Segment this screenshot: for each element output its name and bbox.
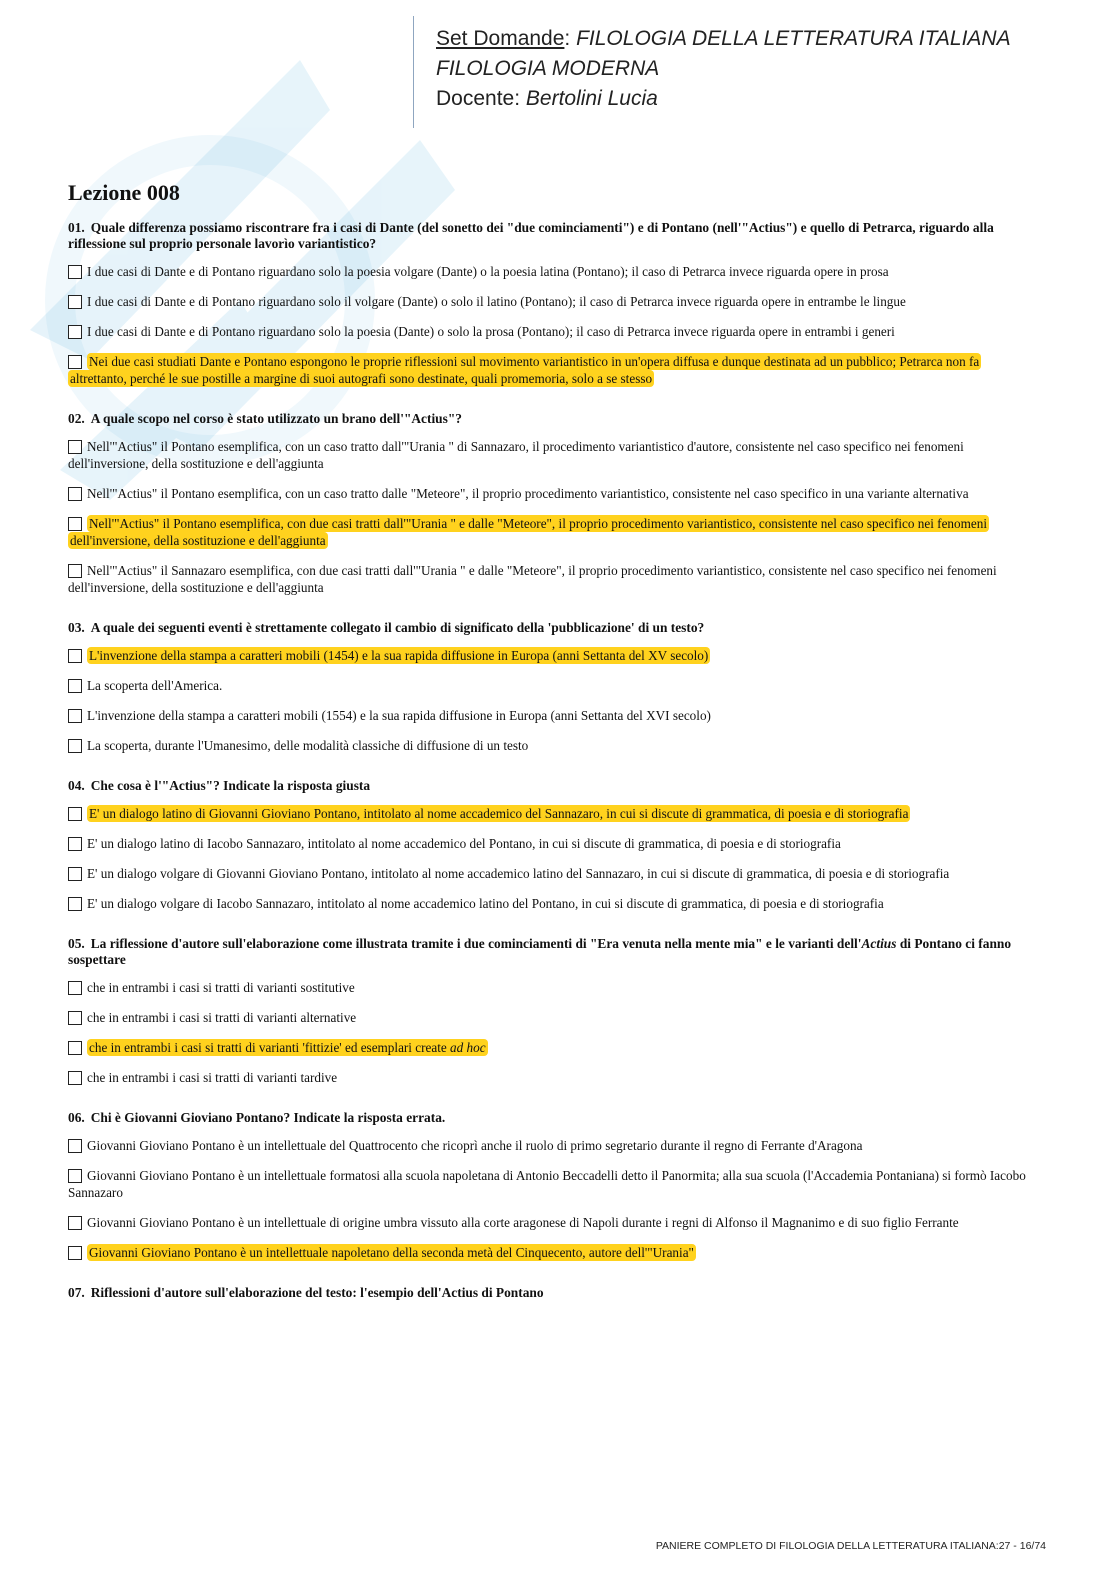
answer-checkbox[interactable] [68,897,82,911]
answer-checkbox[interactable] [68,355,82,369]
question-number: 04. [68,778,85,793]
answer-checkbox[interactable] [68,1216,82,1230]
answer-text: Nell'"Actius" il Pontano esemplifica, con un caso tratto dall'"Urania " di Sannazaro, il procedimento variantistico d'autore, consistente nel caso specifico nei fenomeni dell'inversione, della sostituzione e dell'aggiunta [68,439,964,471]
answer-option [68,1167,1038,1201]
answer-checkbox[interactable] [68,564,82,578]
header-divider [413,16,414,128]
set-label: Set Domande [436,27,565,50]
answer-checkbox[interactable] [68,679,82,693]
answer-option-correct [68,353,1038,387]
question-block-7 [68,1285,1038,1301]
answer-text: che in entrambi i casi si tratti di varianti 'fittizie' ed esemplari create [89,1040,451,1055]
answer-option [68,865,1038,882]
answer-text: E' un dialogo latino di Iacobo Sannazaro, intitolato al nome accademico del Pontano, in cui si discute di grammatica, di poesia e di storiografia [87,836,841,851]
answer-checkbox[interactable] [68,325,82,339]
answer-text: Nell'"Actius" il Sannazaro esemplifica, con due casi tratti dall'"Urania " e dalle "Meteore", il proprio procedimento variantistico, consistente nel caso specifico nei fenomeni dell'inversione, della sostituzione e dell'aggiunta [68,563,997,595]
question-block-3 [68,620,1038,754]
answer-checkbox[interactable] [68,1246,82,1260]
answer-text-highlighted: Giovanni Gioviano Pontano è un intellettuale napoletano della seconda metà del Cinquecento, autore dell'"Urania" [89,1245,694,1260]
question-3 [68,620,1038,636]
answer-option [68,979,1038,996]
answer-text-italic: ad hoc [450,1040,486,1055]
answer-option-correct [68,1244,1038,1261]
lesson-title: Lezione 008 [68,180,180,205]
answer-checkbox[interactable] [68,1139,82,1153]
answer-option-correct [68,647,1038,664]
answer-option [68,293,1038,310]
answer-text-highlighted [87,1039,488,1056]
answer-option [68,737,1038,754]
question-text: Che cosa è l'"Actius"? Indicate la risposta giusta [90,778,371,793]
header-line-2 [436,54,1011,84]
answer-checkbox[interactable] [68,295,82,309]
answer-checkbox[interactable] [68,649,82,663]
answer-text-highlighted: L'invenzione della stampa a caratteri mobili (1454) e la sua rapida diffusione in Europa (anni Settanta del XV secolo) [89,648,709,663]
question-number: 05. [68,936,85,951]
answer-option [68,1137,1038,1154]
answer-text: I due casi di Dante e di Pontano riguardano solo la poesia (Dante) o solo la prosa (Pontano); il caso di Petrarca invece riguarda opere in entrambi i generi [87,324,895,339]
answer-text-highlighted: Nei due casi studiati Dante e Pontano espongono le proprie riflessioni sul movimento variantistico in un'opera diffusa e dunque destinata ad un pubblico; Petrarca non fa altrettanto, perché le sue postille a margine di suoi autografi sono destinate, quali promemoria, solo a se stesso [70,354,980,386]
answer-text-highlighted: E' un dialogo latino di Giovanni Gioviano Pontano, intitolato al nome accademico del Sannazaro, in cui si discute di grammatica, di poesia e di storiografia [89,806,909,821]
answer-option [68,323,1038,340]
question-text: A quale dei seguenti eventi è strettamente collegato il cambio di significato della 'pubblicazione' di un testo? [90,620,705,635]
question-text: Chi è Giovanni Gioviano Pontano? Indicate la risposta errata. [90,1110,446,1125]
answer-text: La scoperta, durante l'Umanesimo, delle modalità classiche di diffusione di un testo [87,738,529,753]
answer-text: che in entrambi i casi si tratti di varianti sostitutive [87,980,355,995]
question-text-italic: Actius [861,936,897,951]
answer-text: Giovanni Gioviano Pontano è un intellettuale formatosi alla scuola napoletana di Antonio Beccadelli detto il Panormita; alla sua scuola (l'Accademia Pontaniana) si formò Iacobo Sannazaro [68,1168,1026,1200]
answer-option-correct [68,515,1038,549]
docente-name: Bertolini Lucia [525,87,658,110]
question-text: Quale differenza possiamo riscontrare fra i casi di Dante (del sonetto dei "due cominciamenti") e di Pontano (nell'"Actius") e quello di Petrarca, riguardo alla riflessione sul proprio personale lavorìo variantistico? [68,220,994,251]
answer-text: Giovanni Gioviano Pontano è un intellettuale di origine umbra vissuto alla corte aragonese di Napoli durante i regni di Alfonso il Magnanimo e di suo figlio Ferrante [87,1215,959,1230]
answer-text-highlighted: Nell'"Actius" il Pontano esemplifica, con due casi tratti dall'"Urania " e dalle "Meteore", il proprio procedimento variantistico, consistente nel caso specifico nei fenomeni dell'inversione, della sostituzione e dell'aggiunta [70,516,987,548]
question-block-1 [68,220,1038,387]
answer-option [68,438,1038,472]
header-colon: : [564,27,577,50]
question-block-4 [68,778,1038,912]
answer-text: L'invenzione della stampa a caratteri mobili (1554) e la sua rapida diffusione in Europa (anni Settanta del XVI secolo) [87,708,711,723]
answer-checkbox[interactable] [68,1041,82,1055]
answer-option [68,895,1038,912]
answer-checkbox[interactable] [68,709,82,723]
answer-checkbox[interactable] [68,739,82,753]
answer-checkbox[interactable] [68,487,82,501]
answer-text: che in entrambi i casi si tratti di varianti tardive [87,1070,338,1085]
question-block-6 [68,1110,1038,1261]
answer-option [68,1214,1038,1231]
answer-text: che in entrambi i casi si tratti di varianti alternative [87,1010,357,1025]
docente-label: Docente: [436,87,526,110]
question-number: 03. [68,620,85,635]
question-text-part: di Pontano ci fanno sospettare [68,936,1012,967]
question-text: Riflessioni d'autore sull'elaborazione del testo: l'esempio dell'Actius di Pontano [90,1285,544,1300]
header-line-3 [436,84,1011,114]
question-text: A quale scopo nel corso è stato utilizzato un brano dell'"Actius"? [90,411,462,426]
answer-checkbox[interactable] [68,807,82,821]
answer-option-correct [68,1039,1038,1056]
document-header [436,24,1011,114]
answer-option [68,1069,1038,1086]
answer-text: E' un dialogo volgare di Giovanni Gioviano Pontano, intitolato al nome accademico latino del Sannazaro, in cui si discute di grammatica, di poesia e di storiografia [87,866,950,881]
question-1 [68,220,1038,252]
question-block-2 [68,411,1038,596]
answer-option [68,835,1038,852]
question-2 [68,411,1038,427]
answer-checkbox[interactable] [68,517,82,531]
question-number: 06. [68,1110,85,1125]
answer-option [68,263,1038,280]
question-list [68,220,1038,1325]
question-number: 07. [68,1285,85,1300]
course-title: FILOLOGIA DELLA LETTERATURA ITALIANA [576,27,1011,50]
question-number: 01. [68,220,85,235]
answer-checkbox[interactable] [68,867,82,881]
answer-option [68,562,1038,596]
answer-checkbox[interactable] [68,1011,82,1025]
page-footer: PANIERE COMPLETO DI FILOLOGIA DELLA LETTERATURA ITALIANA:27 - 16/74 [655,1540,1046,1552]
answer-checkbox[interactable] [68,1169,82,1183]
header-line-1 [436,24,1011,54]
answer-option [68,485,1038,502]
answer-checkbox[interactable] [68,837,82,851]
answer-text: Giovanni Gioviano Pontano è un intellettuale del Quattrocento che ricoprì anche il ruolo di primo segretario durante il regno di Ferrante d'Aragona [87,1138,863,1153]
question-4 [68,778,1038,794]
question-6 [68,1110,1038,1126]
answer-text: E' un dialogo volgare di Iacobo Sannazaro, intitolato al nome accademico latino del Pontano, in cui si discute di grammatica, di poesia e di storiografia [87,896,884,911]
answer-checkbox[interactable] [68,981,82,995]
answer-option [68,707,1038,724]
answer-text: Nell'"Actius" il Pontano esemplifica, con un caso tratto dalle "Meteore", il proprio procedimento variantistico, consistente nel caso specifico in una variante alternativa [87,486,969,501]
question-text-part: La riflessione d'autore sull'elaborazione come illustrata tramite i due cominciamenti di "Era venuta nella mente mia" e le varianti dell' [90,936,862,951]
answer-option-correct [68,805,1038,822]
question-number: 02. [68,411,85,426]
answer-option [68,1009,1038,1026]
question-5 [68,936,1038,968]
degree-title: FILOLOGIA MODERNA [436,57,660,80]
question-7 [68,1285,1038,1301]
answer-text: I due casi di Dante e di Pontano riguardano solo il volgare (Dante) o solo il latino (Pontano); il caso di Petrarca invece riguarda opere in entrambe le lingue [87,294,906,309]
answer-checkbox[interactable] [68,440,82,454]
answer-checkbox[interactable] [68,1071,82,1085]
answer-text: La scoperta dell'America. [87,678,223,693]
answer-text: I due casi di Dante e di Pontano riguardano solo la poesia volgare (Dante) o la poesia latina (Pontano); il caso di Petrarca invece riguarda opere in prosa [87,264,889,279]
question-block-5 [68,936,1038,1086]
answer-option [68,677,1038,694]
answer-checkbox[interactable] [68,265,82,279]
